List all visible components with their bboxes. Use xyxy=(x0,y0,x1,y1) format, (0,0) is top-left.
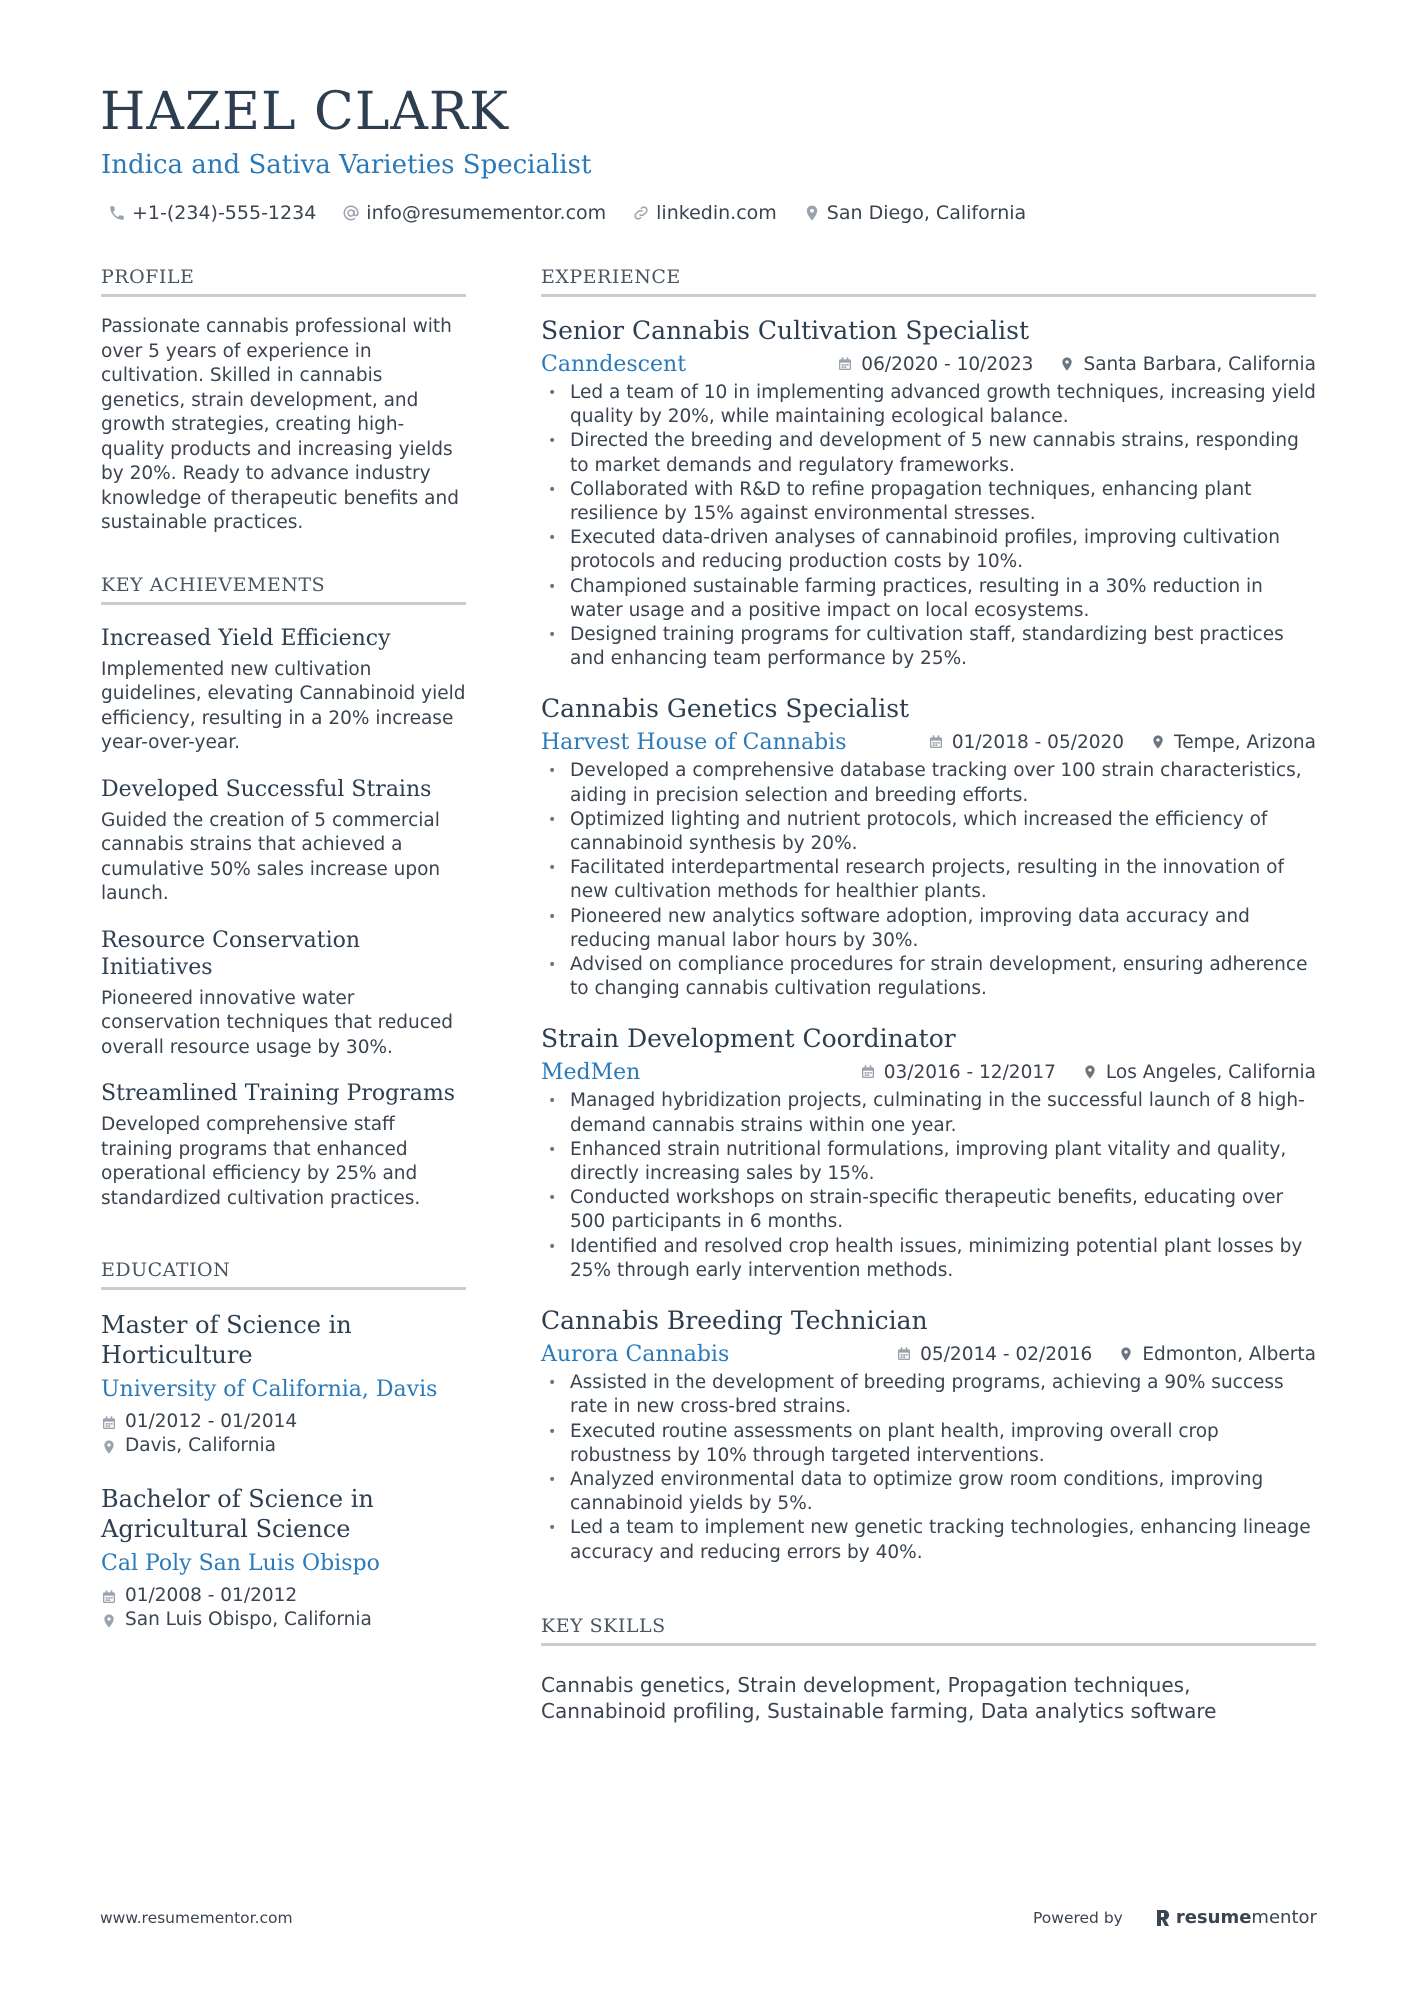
job-bullet: • Directed the breeding and development of 5 new cannabis strains, responding to market demands and regulatory frameworks. xyxy=(541,429,1316,477)
job-location xyxy=(1150,732,1316,753)
contact-email[interactable] xyxy=(342,202,606,224)
calendar-icon xyxy=(837,356,853,372)
education-dates-text: 01/2012 - 01/2014 xyxy=(125,1411,298,1432)
job-entry xyxy=(541,1305,1316,1565)
section-title-skills: KEY SKILLS xyxy=(541,1615,1316,1646)
phone-text: +1-(234)-555-1234 xyxy=(132,202,317,224)
education-degree: Bachelor of Science in Agricultural Science xyxy=(101,1485,374,1543)
phone-icon xyxy=(108,204,126,222)
job-company: Canndescent xyxy=(541,351,687,377)
contact-bar xyxy=(108,202,1052,224)
profile-text: Passionate cannabis professional with over 5 years of experience in cultivation. Skilled in cannabis genetics, strain development, and growth strategies, creating high-quality products and increasing yields by 20%. Ready to advance industry knowledge of therapeutic benefits and sustainable practices. xyxy=(101,316,459,533)
job-meta xyxy=(541,1339,1316,1369)
job-bullet: • Led a team to implement new genetic tracking technologies, enhancing lineage accuracy and reducing errors by 40%. xyxy=(541,1516,1316,1564)
map-pin-icon xyxy=(1150,734,1166,750)
job-location-text: Los Angeles, California xyxy=(1105,1061,1316,1083)
job-bullet: • Executed data-driven analyses of cannabinoid profiles, improving cultivation protocols and reducing production costs by 10%. xyxy=(541,526,1316,574)
job-company: MedMen xyxy=(541,1059,641,1085)
job-location-text: Tempe, Arizona xyxy=(1174,731,1316,753)
footer-url[interactable]: www.resumementor.com xyxy=(100,1909,293,1927)
job-bullet: • Championed sustainable farming practices, resulting in a 30% reduction in water usage and a positive impact on local ecosystems. xyxy=(541,575,1316,623)
job-dates xyxy=(928,732,1124,753)
achievement-text: Guided the creation of 5 commercial cannabis strains that achieved a cumulative 50% sales increase upon launch. xyxy=(101,809,441,904)
job-company: Aurora Cannabis xyxy=(541,1341,730,1367)
contact-location xyxy=(803,202,1026,224)
powered-by xyxy=(1033,1907,1317,1928)
calendar-icon xyxy=(896,1346,912,1362)
education-dates xyxy=(101,1410,466,1434)
job-meta xyxy=(541,1057,1316,1087)
job-bullets xyxy=(541,381,1316,671)
calendar-icon xyxy=(928,734,944,750)
job-bullet: • Advised on compliance procedures for strain development, ensuring adherence to changing cannabis cultivation regulations. xyxy=(541,953,1316,1001)
at-icon xyxy=(342,204,360,222)
job-entry xyxy=(541,1023,1316,1283)
job-bullets xyxy=(541,1371,1316,1565)
job-bullet: • Facilitated interdepartmental research projects, resulting in the innovation of new cultivation methods for healthier plants. xyxy=(541,856,1316,904)
brand-light: mentor xyxy=(1251,1907,1317,1928)
map-pin-icon xyxy=(1082,1064,1098,1080)
achievement-title: Resource Conservation Initiatives xyxy=(101,927,361,980)
experience-section xyxy=(541,266,1316,1565)
job-bullet: • Optimized lighting and nutrient protocols, which increased the efficiency of cannabinoid synthesis by 20%. xyxy=(541,808,1316,856)
profile-section xyxy=(101,266,466,536)
job-dates-text: 05/2014 - 02/2016 xyxy=(920,1343,1093,1365)
calendar-icon xyxy=(860,1064,876,1080)
job-bullet: • Enhanced strain nutritional formulations, improving plant vitality and quality, directly increasing sales by 15%. xyxy=(541,1138,1316,1186)
job-bullet: • Led a team of 10 in implementing advanced growth techniques, increasing yield quality by 20%, while maintaining ecological balance. xyxy=(541,381,1316,429)
education-location-text: Davis, California xyxy=(125,1435,276,1456)
job-title: Cannabis Breeding Technician xyxy=(541,1306,928,1336)
left-column xyxy=(101,266,466,1632)
job-entry xyxy=(541,315,1316,671)
achievement-item xyxy=(101,625,466,756)
achievement-title: Streamlined Training Programs xyxy=(101,1081,455,1106)
candidate-name: HAZEL CLARK xyxy=(100,82,509,142)
achievement-item xyxy=(101,927,466,1061)
job-title: Cannabis Genetics Specialist xyxy=(541,694,910,724)
education-school: Cal Poly San Luis Obispo xyxy=(101,1551,380,1576)
job-location-text: Edmonton, Alberta xyxy=(1142,1343,1316,1365)
job-location-text: Santa Barbara, California xyxy=(1083,353,1316,375)
job-bullets xyxy=(541,759,1316,1001)
section-title-experience: EXPERIENCE xyxy=(541,266,1316,297)
achievement-text: Developed comprehensive staff training programs that enhanced operational efficiency by 25% and standardized cultivation practices. xyxy=(101,1114,421,1209)
map-pin-icon xyxy=(1118,1346,1134,1362)
achievements-section xyxy=(101,574,466,1212)
education-school: University of California, Davis xyxy=(101,1377,438,1402)
job-dates xyxy=(837,354,1033,375)
brand-bold: resume xyxy=(1175,1907,1252,1928)
job-location xyxy=(1082,1062,1316,1083)
job-title: Senior Cannabis Cultivation Specialist xyxy=(541,316,1030,345)
resumementor-logo-icon xyxy=(1155,1908,1171,1928)
job-bullet: • Executed routine assessments on plant health, improving overall crop robustness by 10% through targeted interventions. xyxy=(541,1420,1316,1468)
education-degree: Master of Science in Horticulture xyxy=(101,1311,352,1369)
job-dates-text: 06/2020 - 10/2023 xyxy=(861,353,1034,375)
job-bullet: • Collaborated with R&D to refine propagation techniques, enhancing plant resilience by 15% against environmental stresses. xyxy=(541,478,1316,526)
job-bullet: • Identified and resolved crop health issues, minimizing potential plant losses by 25% through early intervention methods. xyxy=(541,1235,1316,1283)
job-bullet: • Analyzed environmental data to optimize grow room conditions, improving cannabinoid yields by 5%. xyxy=(541,1468,1316,1516)
achievement-item xyxy=(101,776,466,907)
job-meta xyxy=(541,349,1316,379)
linkedin-text: linkedin.com xyxy=(656,202,777,224)
powered-by-text: Powered by xyxy=(1033,1908,1123,1927)
contact-phone[interactable] xyxy=(108,202,316,224)
section-title-achievements: KEY ACHIEVEMENTS xyxy=(101,574,466,605)
education-location-text: San Luis Obispo, California xyxy=(125,1609,372,1630)
job-title: Strain Development Coordinator xyxy=(541,1024,956,1054)
education-section xyxy=(101,1259,466,1632)
candidate-subtitle: Indica and Sativa Varieties Specialist xyxy=(101,150,592,180)
education-location xyxy=(101,1434,466,1458)
achievement-text: Pioneered innovative water conservation techniques that reduced overall resource usage by 30%. xyxy=(101,987,454,1058)
achievement-item xyxy=(101,1080,466,1211)
job-bullet: • Designed training programs for cultivation staff, standardizing best practices and enhancing team performance by 25%. xyxy=(541,623,1316,671)
job-dates-text: 03/2016 - 12/2017 xyxy=(883,1061,1056,1083)
job-bullet: • Pioneered new analytics software adoption, improving data accuracy and reducing manual labor hours by 30%. xyxy=(541,905,1316,953)
achievement-title: Increased Yield Efficiency xyxy=(101,625,391,651)
education-item xyxy=(101,1310,466,1458)
education-item xyxy=(101,1484,466,1632)
job-company: Harvest House of Cannabis xyxy=(541,729,847,755)
map-pin-icon xyxy=(803,204,821,222)
location-text: San Diego, California xyxy=(826,202,1027,224)
education-dates xyxy=(101,1584,466,1608)
calendar-icon xyxy=(101,1588,117,1604)
skills-section xyxy=(541,1615,1316,1725)
right-column xyxy=(541,266,1316,1725)
education-location xyxy=(101,1608,466,1632)
section-title-profile: PROFILE xyxy=(101,266,466,297)
job-entry xyxy=(541,693,1316,1001)
job-location xyxy=(1059,354,1316,375)
map-pin-icon xyxy=(101,1612,117,1628)
achievement-title: Developed Successful Strains xyxy=(101,776,432,802)
job-bullet: • Managed hybridization projects, culminating in the successful launch of 8 high-demand cannabis strains within one year. xyxy=(541,1089,1316,1137)
skills-text: Cannabis genetics, Strain development, Propagation techniques, Cannabinoid profiling, Sustainable farming, Data analytics software xyxy=(541,1672,1217,1724)
education-dates-text: 01/2008 - 01/2012 xyxy=(125,1585,298,1606)
contact-linkedin[interactable] xyxy=(632,202,777,224)
job-bullets xyxy=(541,1089,1316,1283)
achievement-text: Implemented new cultivation guidelines, elevating Cannabinoid yield efficiency, resulting in a 20% increase year-over-year. xyxy=(101,658,466,753)
job-bullet: • Conducted workshops on strain-specific therapeutic benefits, educating over 500 participants in 6 months. xyxy=(541,1186,1316,1234)
job-dates xyxy=(860,1062,1056,1083)
link-icon xyxy=(632,204,650,222)
job-dates-text: 01/2018 - 05/2020 xyxy=(951,731,1125,753)
calendar-icon xyxy=(101,1414,117,1430)
email-text: info@resumementor.com xyxy=(366,202,607,224)
job-location xyxy=(1118,1344,1316,1365)
job-bullet: • Assisted in the development of breeding programs, achieving a 90% success rate in new cross-bred strains. xyxy=(541,1371,1316,1419)
brand-logo[interactable] xyxy=(1155,1907,1317,1928)
job-meta xyxy=(541,727,1316,757)
section-title-education: EDUCATION xyxy=(101,1259,466,1290)
map-pin-icon xyxy=(1059,356,1075,372)
map-pin-icon xyxy=(101,1438,117,1454)
job-dates xyxy=(896,1344,1092,1365)
job-bullet: • Developed a comprehensive database tracking over 100 strain characteristics, aiding in precision selection and breeding efforts. xyxy=(541,759,1316,807)
